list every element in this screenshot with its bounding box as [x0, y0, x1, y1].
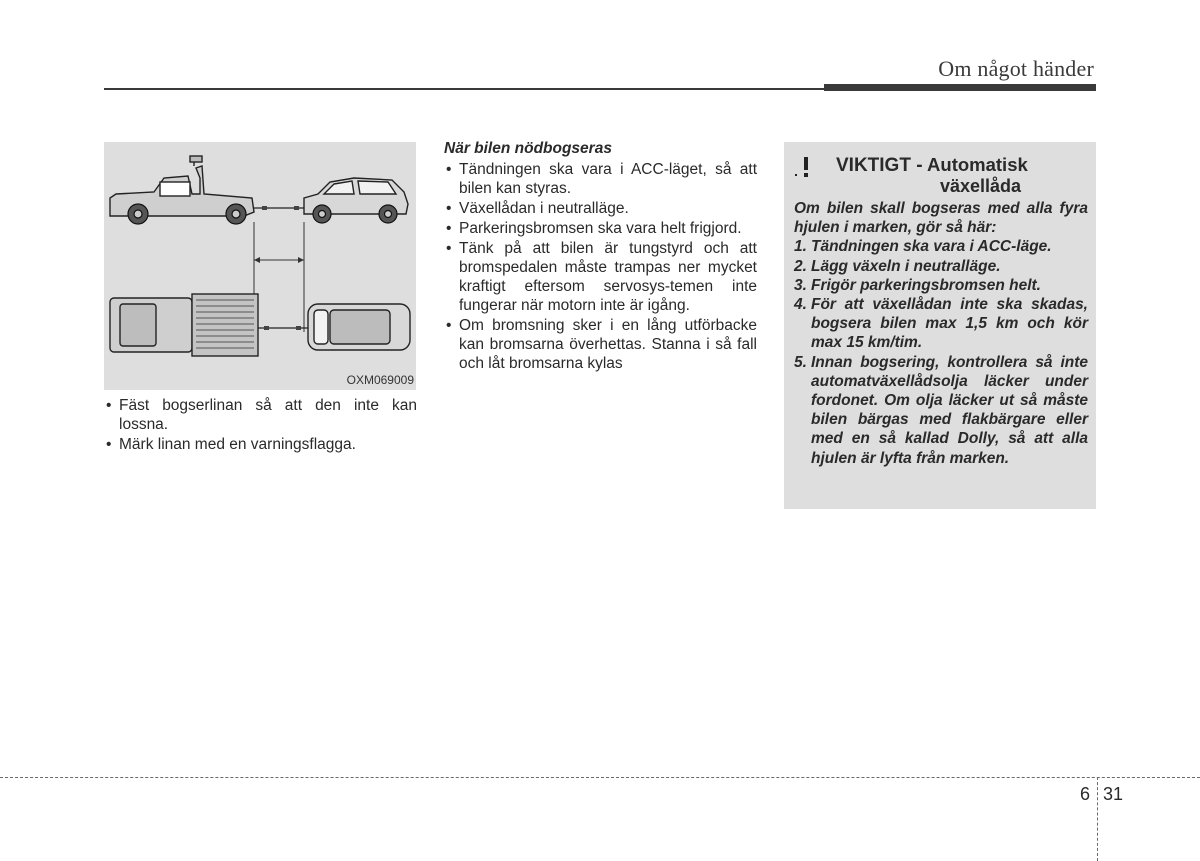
towing-illustration [104, 142, 416, 390]
list-item: • Tänk på att bilen är tungstyrd och att bromspedalen måste trampas ner mycket kraftigt eftersom servosys-temen inte fungerar när motorn inte är igång. [444, 239, 757, 315]
step-number: 2. [794, 257, 807, 275]
warning-title-rest: Automatisk [927, 154, 1028, 175]
warning-step [794, 295, 1088, 353]
warning-step [794, 276, 1088, 295]
warning-body [794, 199, 1088, 468]
step-text: Tändningen ska vara i ACC-läge. [811, 238, 1052, 256]
list-item: • Tändningen ska vara i ACC-läget, så att bilen kan styras. [444, 160, 757, 198]
step-text: Lägg växeln i neutralläge. [811, 257, 1001, 275]
step-text: Frigör parkeringsbromsen helt. [811, 276, 1041, 294]
column1 [104, 396, 417, 455]
warning-title-line2: växellåda [940, 176, 1022, 196]
section-heading: När bilen nödbogseras [444, 140, 612, 157]
warning-step [794, 237, 1088, 256]
figure-code: OXM069009 [346, 373, 414, 387]
chapter-number: 6 [1080, 784, 1091, 804]
page-header-title: Om något händer [938, 56, 1094, 81]
warning-box [784, 142, 1096, 509]
list-item: • Om bromsning sker i en lång utförbacke kan bromsarna överhettas. Stanna i så fall och låt bromsarna kylas [444, 316, 757, 373]
warning-exclamation-icon [794, 154, 820, 180]
warning-intro: Om bilen skall bogseras med alla fyra hjulen i marken, gör så här: [794, 200, 1088, 237]
footer-divider [0, 777, 1200, 778]
step-text: Innan bogsering, kontrollera så inte automatväxellådsolja läcker under fordonet. Om olja läcker ut så måste bilen bärgas med flakbärgare eller med en så kallad Dolly, så att alla hjulen är lyfta från marken. [811, 353, 1088, 467]
list-item: • Märk linan med en varningsflagga. [104, 435, 417, 454]
header-rule-accent [824, 84, 1096, 91]
warning-step [794, 257, 1088, 276]
tow-truck-illustration [104, 142, 416, 390]
warning-step [794, 353, 1088, 468]
step-text: För att växellådan inte ska skadas, bogsera bilen max 1,5 km och kör max 15 km/tim. [811, 296, 1088, 352]
warning-title [836, 154, 1028, 177]
footer-vertical-divider [1097, 777, 1098, 861]
list-item: • Växellådan i neutralläge. [444, 199, 757, 218]
step-number: 3. [794, 276, 807, 294]
step-number: 4. [794, 296, 807, 314]
header-rule [104, 88, 824, 90]
column2 [444, 139, 757, 374]
list-item: • Parkeringsbromsen ska vara helt frigjord. [444, 219, 757, 238]
step-number: 5. [794, 353, 807, 371]
warning-title-strong: VIKTIGT - [836, 155, 923, 176]
page-number: 31 [1103, 784, 1124, 804]
step-number: 1. [794, 238, 807, 256]
list-item: • Fäst bogserlinan så att den inte kan lossna. [104, 396, 417, 434]
